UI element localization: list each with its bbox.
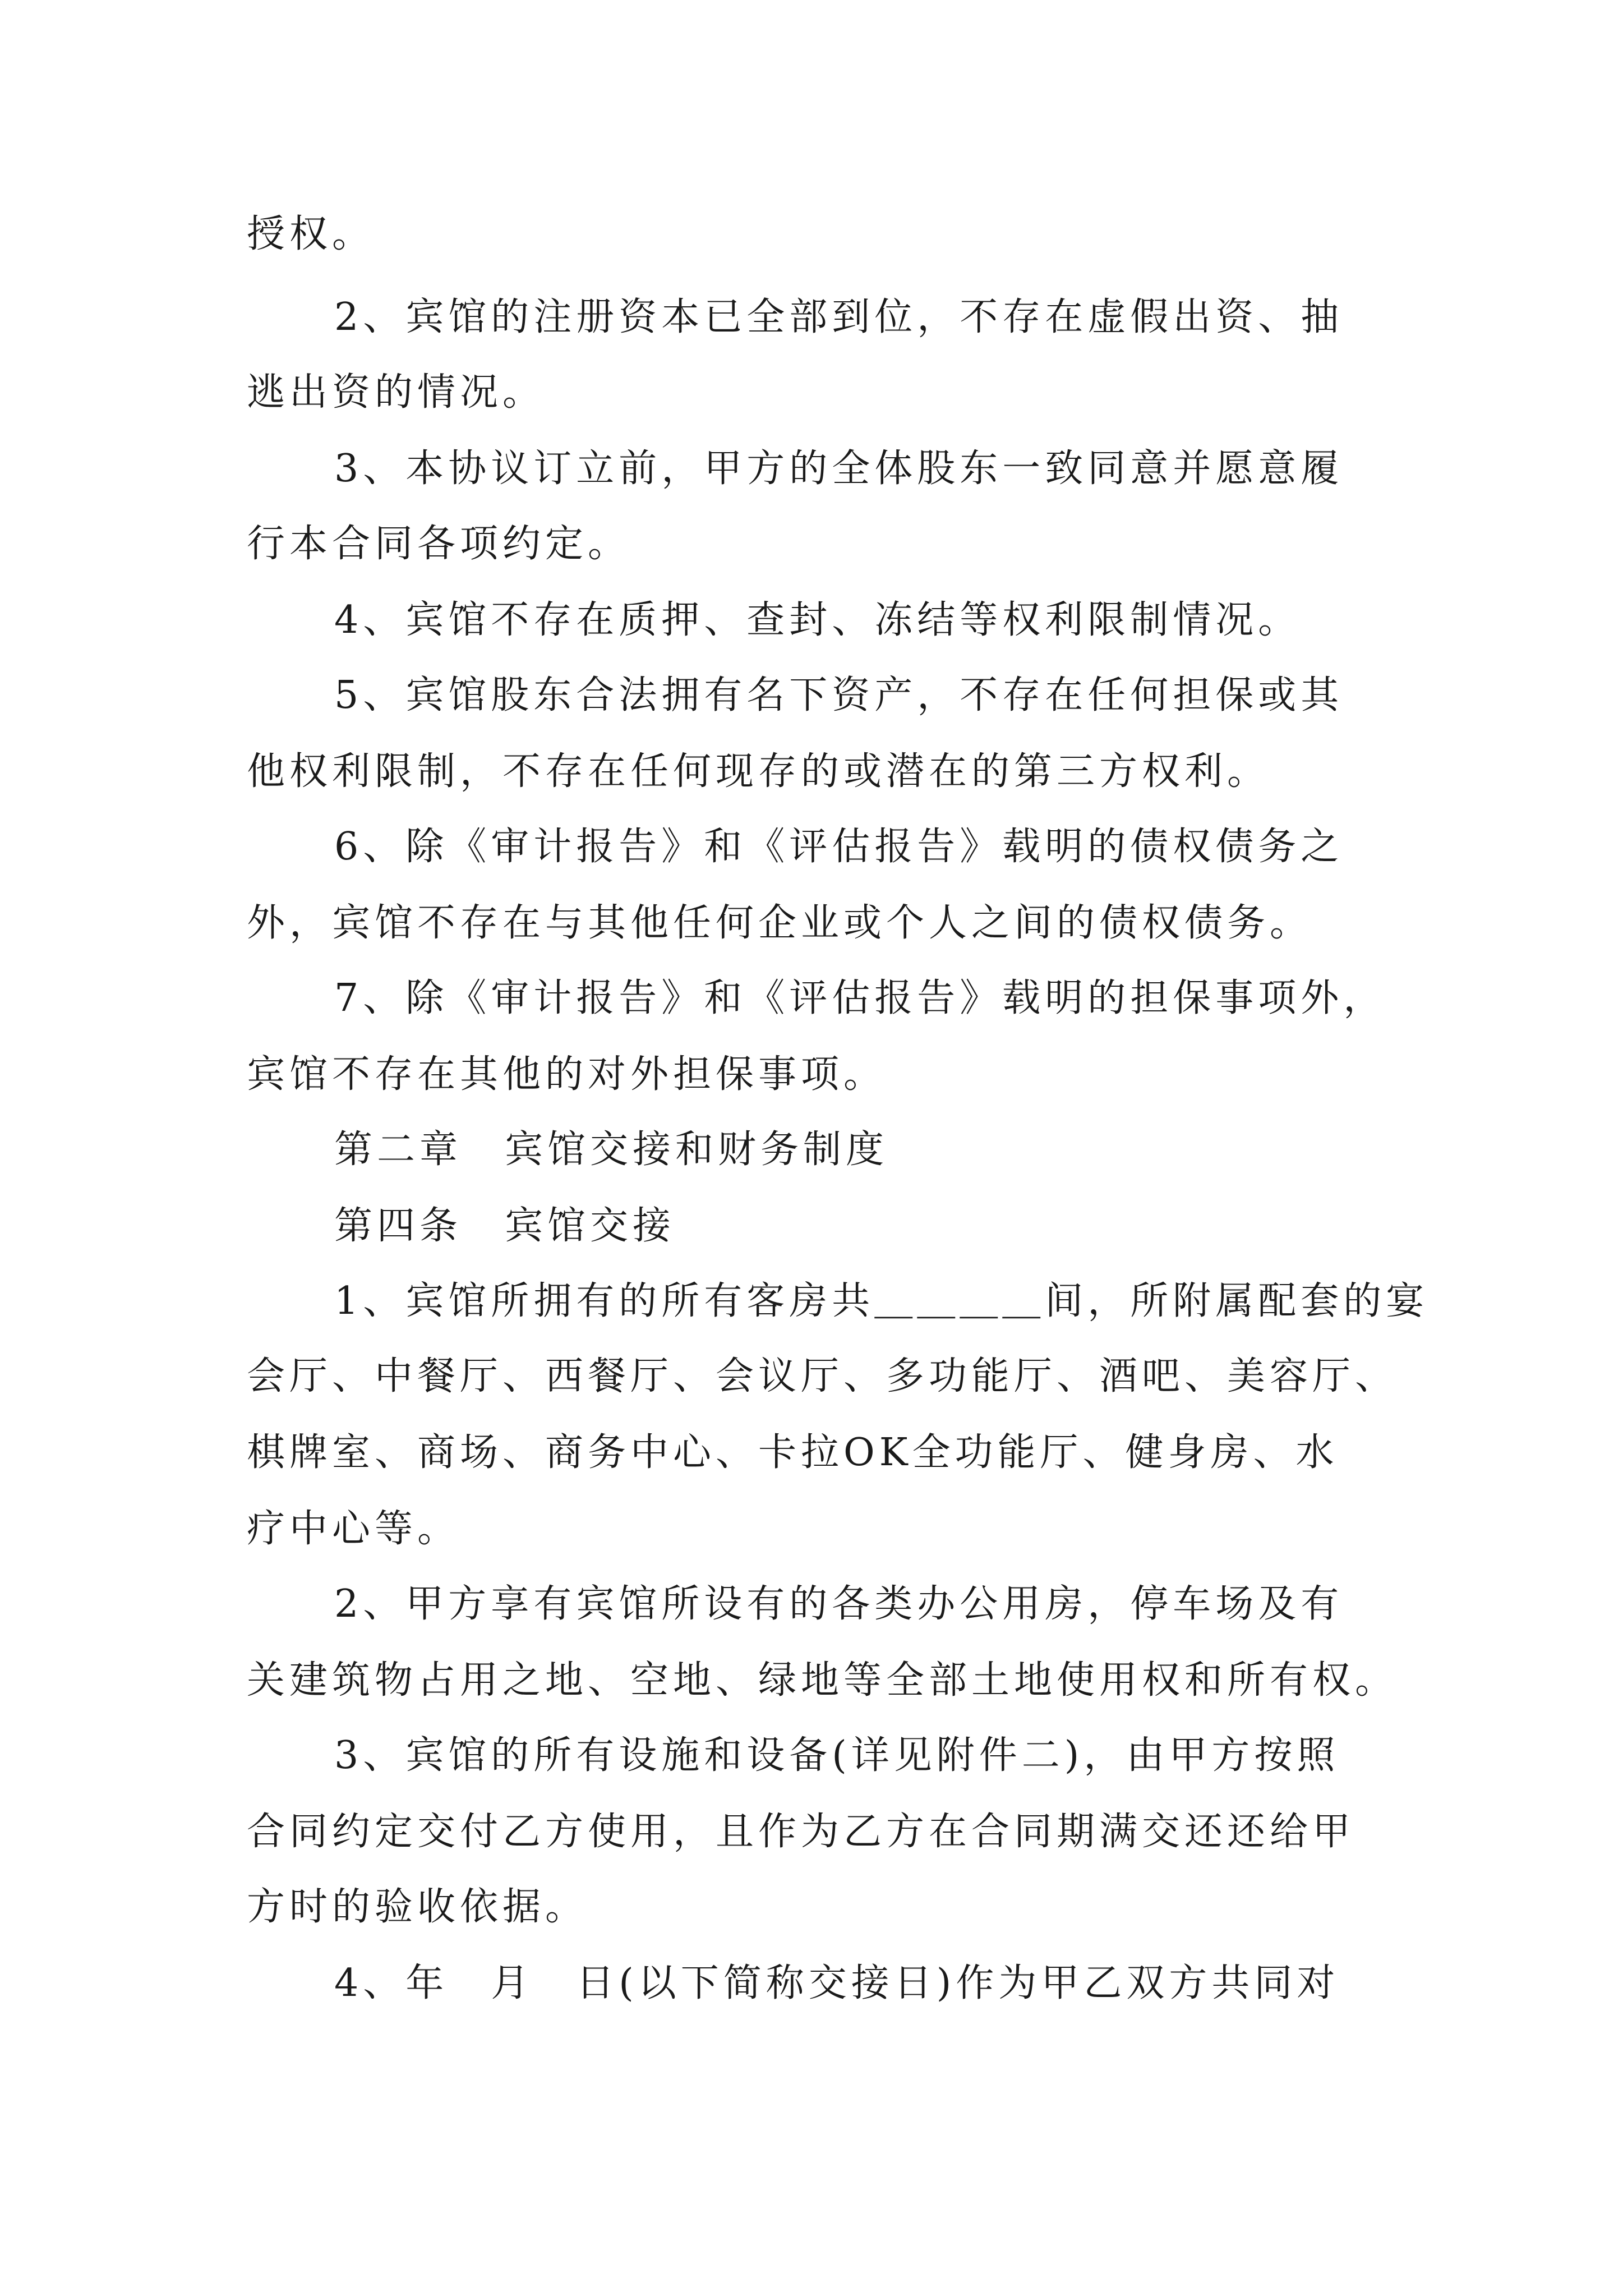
text-line: 4、宾馆不存在质押、查封、冻结等权利限制情况。 bbox=[334, 598, 1301, 642]
text-line: 他权利限制，不存在任何现存的或潜在的第三方权利。 bbox=[247, 749, 1270, 794]
text-line: 5、宾馆股东合法拥有名下资产，不存在任何担保或其 bbox=[334, 673, 1344, 717]
text-line: 合同约定交付乙方使用，且作为乙方在合同期满交还还给甲 bbox=[247, 1810, 1355, 1854]
text-line: 1、宾馆所拥有的所有客房共＿＿＿＿间，所附属配套的宴 bbox=[334, 1279, 1429, 1323]
text-line: 4、年 月 日(以下简称交接日)作为甲乙双方共同对 bbox=[334, 1961, 1340, 2005]
text-line: 3、本协议订立前，甲方的全体股东一致同意并愿意履 bbox=[334, 447, 1344, 491]
text-line: 会厅、中餐厅、西餐厅、会议厅、多功能厅、酒吧、美容厅、 bbox=[247, 1354, 1398, 1398]
text-line: 逃出资的情况。 bbox=[247, 370, 546, 415]
text-line: 7、除《审计报告》和《评估报告》载明的担保事项外， bbox=[334, 976, 1386, 1020]
text-line: 6、除《审计报告》和《评估报告》载明的债权债务之 bbox=[334, 825, 1344, 869]
text-line: 宾馆不存在其他的对外担保事项。 bbox=[247, 1052, 887, 1097]
text-line: 方时的验收依据。 bbox=[247, 1885, 588, 1929]
text-line: 授权。 bbox=[247, 212, 375, 256]
text-line: 外，宾馆不存在与其他任何企业或个人之间的债权债务。 bbox=[247, 901, 1313, 945]
text-line: 行本合同各项约定。 bbox=[247, 522, 631, 566]
chapter-heading: 第二章 宾馆交接和财务制度 bbox=[334, 1128, 889, 1172]
text-line: 3、宾馆的所有设施和设备(详见附件二)，由甲方按照 bbox=[334, 1733, 1340, 1778]
text-line: 2、甲方享有宾馆所设有的各类办公用房，停车场及有 bbox=[334, 1582, 1344, 1626]
text-line: 关建筑物占用之地、空地、绿地等全部土地使用权和所有权。 bbox=[247, 1658, 1398, 1703]
text-line: 疗中心等。 bbox=[247, 1507, 460, 1551]
article-heading: 第四条 宾馆交接 bbox=[334, 1204, 676, 1248]
text-line: 棋牌室、商场、商务中心、卡拉OK全功能厅、健身房、水 bbox=[247, 1430, 1339, 1475]
text-line: 2、宾馆的注册资本已全部到位，不存在虚假出资、抽 bbox=[334, 295, 1344, 339]
